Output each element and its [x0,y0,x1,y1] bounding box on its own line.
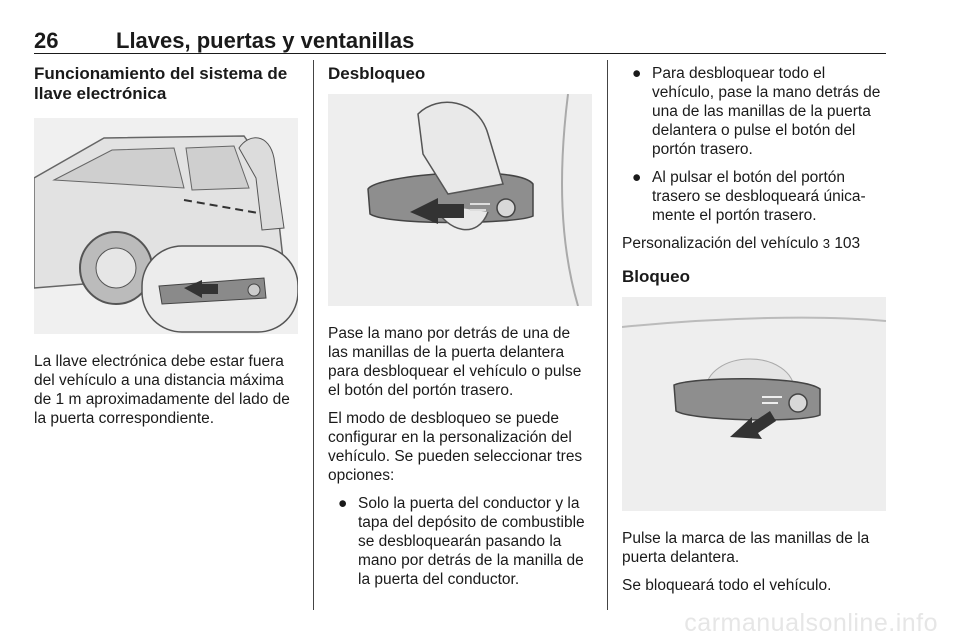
bullet-icon: ● [632,169,642,186]
page-number: 26 [34,28,59,53]
section-heading: Desbloqueo [328,64,426,83]
page-header [34,28,886,54]
door-handle-lock-mark-illustration [622,297,886,511]
body-text: Pase la mano por detrás de una de las manillas de la puerta delantera para desbloquear el vehículo o pulse el botón del portón trasero. [328,325,582,399]
bullet-icon: ● [632,65,642,82]
xref-page: 103 [834,235,861,252]
body-text: Se bloqueará todo el vehículo. [622,577,832,594]
bullet-icon: ● [338,495,348,512]
column-keyless-operation [34,64,298,437]
chapter-title: Llaves, puertas y ventanillas [116,28,415,53]
column-options-locking [622,64,886,604]
section-heading: Funcionamiento del sistema de llave electrónica [34,64,288,103]
options-list [622,64,886,225]
watermark: carmanualsonline.info [684,609,938,637]
hand-behind-door-handle-illustration [328,94,592,306]
list-item: ● Solo la puerta del conductor y la tapa del depósito de combustible se desbloquearán pasando la mano por detrás de la manilla de la puerta del conductor. [338,495,585,588]
cross-reference[interactable] [622,234,886,253]
body-text: Pulse la marca de las manillas de la puerta delantera. [622,530,870,566]
options-list [328,494,592,589]
column-divider [607,60,608,610]
section-heading: Bloqueo [622,267,690,286]
list-item: ● Al pulsar el botón del portón trasero se desbloqueará únicamente el portón trasero. [632,169,866,224]
body-text: El modo de desbloqueo se puede configurar en la personalización del vehículo. Se pueden seleccionar tres opciones: [328,410,583,484]
xref-arrow-icon: 3 [822,236,830,251]
list-item: ● Para desbloquear todo el vehículo, pase la mano detrás de una de las manillas de la puerta delantera o pulse el botón del portón trasero. [632,65,881,158]
xref-text: Personalización del vehículo [622,235,819,252]
car-door-keyless-range-illustration [34,118,298,334]
column-unlocking [328,64,592,598]
column-divider [313,60,314,610]
body-text: La llave electrónica debe estar fuera del vehículo a una distancia máxima de 1 m aproximadamente del lado de la puerta correspondiente. [34,353,290,427]
